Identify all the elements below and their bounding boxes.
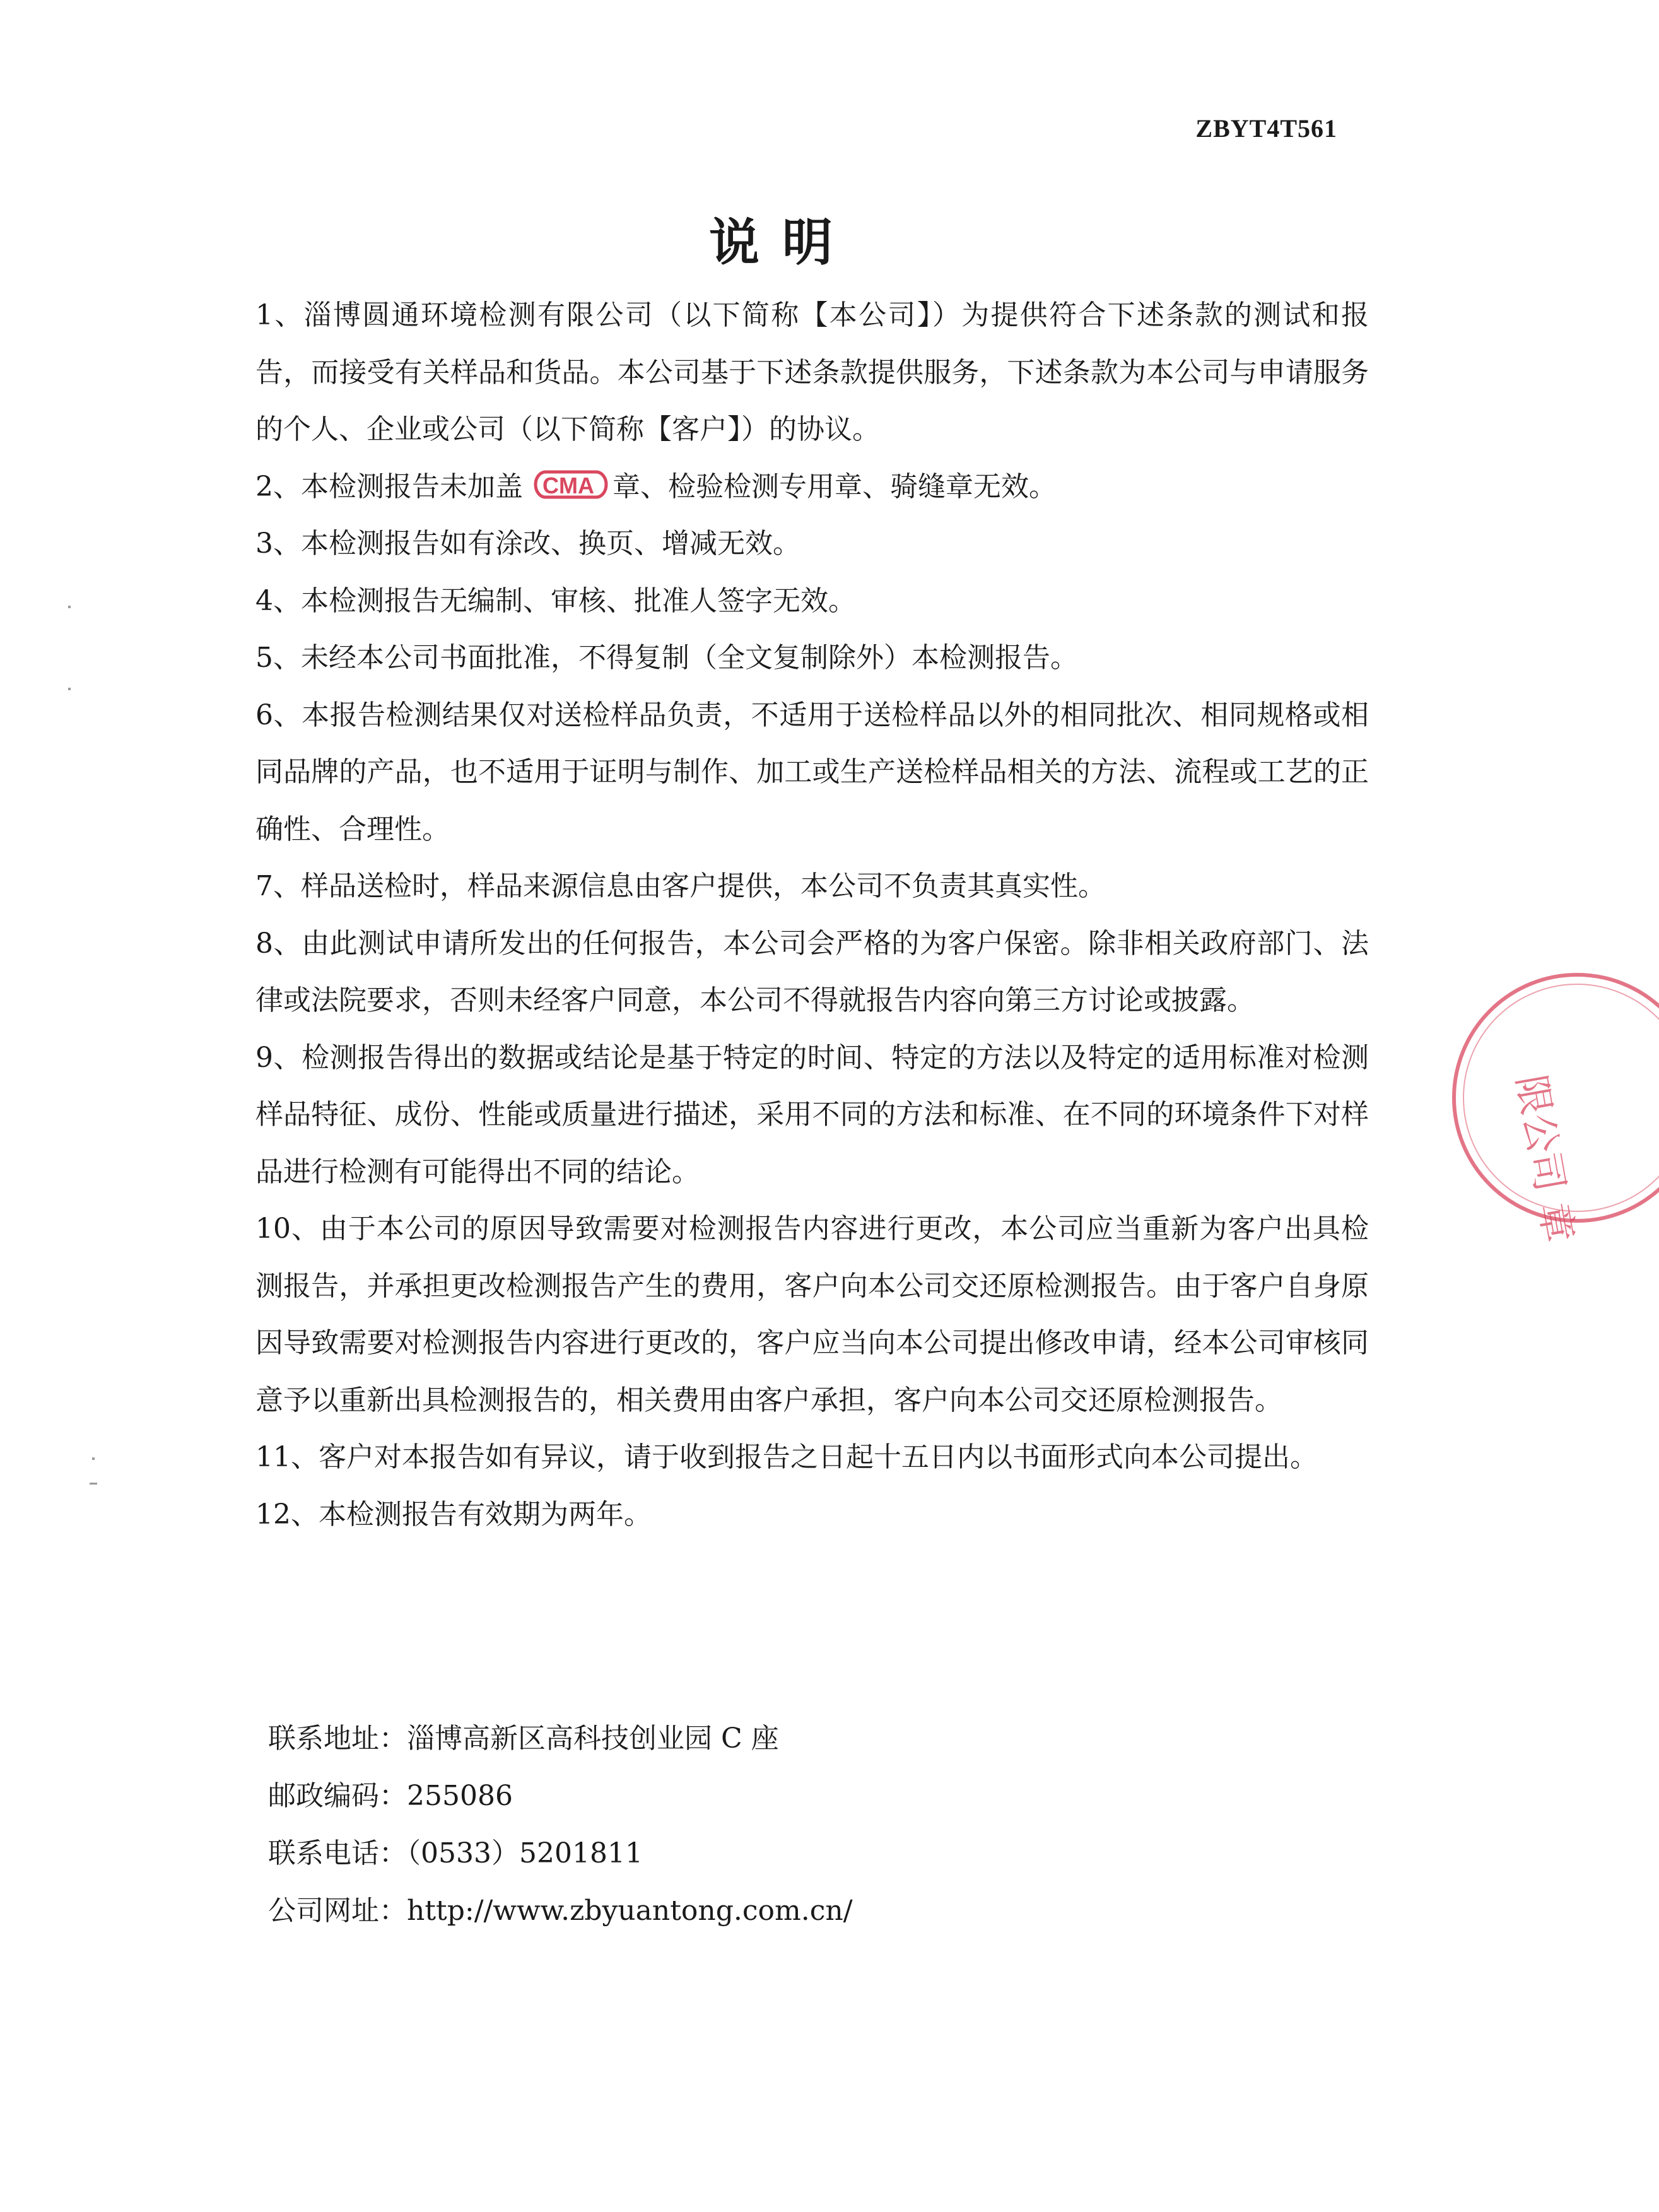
seal-text: 限公司 章	[1508, 1071, 1583, 1246]
scan-artifact	[68, 688, 71, 690]
scan-artifact	[68, 606, 71, 608]
scan-artifact	[92, 1457, 95, 1460]
clause-5: 5、未经本公司书面批准，不得复制（全文复制除外）本检测报告。	[255, 642, 1078, 674]
clause-3: 3、本检测报告如有涂改、换页、增减无效。	[255, 527, 800, 560]
clause-1: 1、淄博圆通环境检测有限公司（以下简称【本公司】）为提供符合下述条款的测试和报告，而接受有关样品和货品。本公司基于下述条款提供服务，下述条款为本公司与申请服务的个人、企业或公司（以下简称【客户】）的协议。	[255, 299, 1369, 445]
clause-list	[255, 287, 1369, 1543]
clause-7: 7、样品送检时，样品来源信息由客户提供，本公司不负责其真实性。	[255, 870, 1106, 902]
clause-8: 8、由此测试申请所发出的任何报告，本公司会严格的为客户保密。除非相关政府部门、法律或法院要求，否则未经客户同意，本公司不得就报告内容向第三方讨论或披露。	[255, 927, 1369, 1016]
page-title: 说明	[709, 213, 855, 272]
scan-artifact	[90, 1483, 97, 1485]
contact-info	[268, 1710, 853, 1939]
contact-phone: 联系电话：（0533）5201811	[268, 1837, 643, 1869]
contact-website: 公司网址：http://www.zbyuantong.com.cn/	[268, 1895, 853, 1927]
contact-address: 联系地址：淄博高新区高科技创业园 C 座	[268, 1722, 779, 1755]
document-code: ZBYT4T561	[1195, 114, 1337, 143]
clause-9: 9、检测报告得出的数据或结论是基于特定的时间、特定的方法以及特定的适用标准对检测样品特征、成份、性能或质量进行描述，采用不同的方法和标准、在不同的环境条件下对样品进行检测有可能得出不同的结论。	[255, 1041, 1369, 1188]
clause-10: 10、由于本公司的原因导致需要对检测报告内容进行更改，本公司应当重新为客户出具检测报告，并承担更改检测报告产生的费用，客户向本公司交还原检测报告。由于客户自身原因导致需要对检测报告内容进行更改的，客户应当向本公司提出修改申请，经本公司审核同意予以重新出具检测报告的，相关费用由客户承担，客户向本公司交还原检测报告。	[255, 1213, 1369, 1416]
clause-6: 6、本报告检测结果仅对送检样品负责，不适用于送检样品以外的相同批次、相同规格或相同品牌的产品，也不适用于证明与制作、加工或生产送检样品相关的方法、流程或工艺的正确性、合理性。	[255, 698, 1369, 845]
clause-2-before: 2、本检测报告未加盖	[255, 470, 523, 503]
company-seal-icon	[1445, 965, 1659, 1246]
clause-2-after: 章、检验检测专用章、骑缝章无效。	[613, 470, 1057, 503]
cma-mark-icon	[527, 469, 609, 500]
clause-12: 12、本检测报告有效期为两年。	[255, 1498, 652, 1531]
cma-mark-label: CMA	[542, 472, 594, 498]
clause-4: 4、本检测报告无编制、审核、批准人签字无效。	[255, 584, 856, 617]
clause-2	[255, 459, 1369, 516]
clause-11: 11、客户对本报告如有异议，请于收到报告之日起十五日内以书面形式向本公司提出。	[255, 1441, 1318, 1473]
contact-postcode: 邮政编码：255086	[268, 1780, 513, 1812]
